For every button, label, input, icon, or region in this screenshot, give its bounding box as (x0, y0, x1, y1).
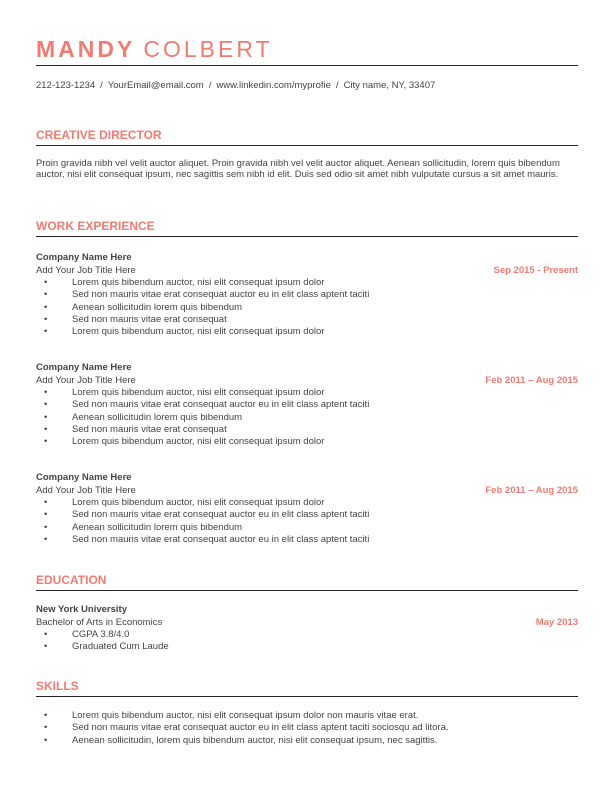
bullet-icon: • (44, 423, 48, 435)
first-name: MANDY (36, 36, 136, 62)
bullet-icon: • (44, 629, 48, 640)
job-title: Add Your Job Title Here (36, 265, 136, 276)
bullet-icon: • (44, 411, 48, 423)
bullet-icon: • (44, 509, 48, 521)
contact-separator: / (100, 80, 103, 91)
bullet-item: • Sed non mauris vitae erat consequat auctor eu in elit class aptent taciti (44, 289, 370, 301)
bullet-item: • Sed non mauris vitae erat consequat (44, 313, 227, 325)
bullet-item: • Sed non mauris vitae erat consequat auctor eu in elit class aptent taciti (44, 533, 370, 545)
company-name: Company Name Here (36, 252, 132, 263)
bullet-item: • Lorem quis bibendum auctor, nisi elit consequat ipsum dolor (44, 326, 325, 338)
school-name: New York University (36, 604, 127, 615)
degree-row (36, 616, 578, 629)
job-entry (36, 361, 578, 448)
skills-divider (36, 696, 578, 697)
candidate-name (36, 36, 273, 63)
job-date: Sep 2015 - Present (493, 265, 578, 276)
education-heading: EDUCATION (36, 573, 107, 587)
bullet-icon: • (44, 313, 48, 325)
bullet-icon: • (44, 734, 48, 746)
bullet-item: • Sed non mauris vitae erat consequat auctor eu in elit class aptent taciti (44, 399, 370, 411)
bullet-item: • Lorem quis bibendum auctor, nisi elit consequat ipsum dolor non mauris vitae erat. (44, 710, 419, 721)
education-divider (36, 590, 578, 591)
bullet-item: • Lorem quis bibendum auctor, nisi elit consequat ipsum dolor (44, 387, 325, 398)
job-entry (36, 251, 578, 338)
experience-divider (36, 236, 578, 237)
bullet-icon: • (44, 301, 48, 313)
phone-number: 212-123-1234 (36, 80, 96, 91)
job-bullets (36, 387, 578, 448)
location: City name, NY, 33407 (343, 80, 436, 91)
company-name: Company Name Here (36, 362, 132, 373)
education-entry (36, 603, 578, 654)
job-title: Add Your Job Title Here (36, 375, 136, 386)
job-date: Feb 2011 – Aug 2015 (485, 485, 578, 496)
company-name: Company Name Here (36, 472, 132, 483)
bullet-item: • Sed non mauris vitae erat consequat auctor eu in elit class aptent taciti (44, 509, 370, 521)
bullet-icon: • (44, 399, 48, 411)
bullet-icon: • (44, 722, 48, 734)
summary-text: Proin gravida nibh vel velit auctor aliquet. Proin gravida nibh vel velit auctor aliquet. Aenean sollicitudin, lorem quis bibendum auctor, nisi elit consequat ipsum, nec sagittis sem nibh id elit. Duis sed odio sit amet nibh vulputate cursus a sit amet mauris. (36, 158, 560, 181)
job-title: Add Your Job Title Here (36, 485, 136, 496)
bullet-icon: • (44, 326, 48, 338)
bullet-icon: • (44, 533, 48, 545)
linkedin-url: www.linkedin.com/myprofie (216, 80, 331, 91)
skills-list (36, 710, 578, 747)
bullet-item: • Graduated Cum Laude (44, 641, 169, 653)
bullet-icon: • (44, 710, 48, 721)
last-name: COLBERT (143, 36, 273, 62)
bullet-icon: • (44, 277, 48, 288)
job-title-row (36, 374, 578, 387)
email-address: YourEmail@email.com (107, 80, 204, 91)
bullet-item: • Lorem quis bibendum auctor, nisi elit consequat ipsum dolor (44, 436, 325, 448)
bullet-item: • Aenean sollicitudin lorem quis bibendum (44, 301, 243, 313)
bullet-icon: • (44, 641, 48, 653)
degree: Bachelor of Arts in Economics (36, 617, 163, 628)
bullet-item: • Sed non mauris vitae erat consequat (44, 423, 227, 435)
contact-line (36, 80, 435, 91)
education-bullets (36, 629, 578, 654)
contact-separator: / (208, 80, 212, 91)
bullet-item: • Aenean sollicitudin lorem quis bibendum (44, 411, 243, 423)
bullet-item: • Lorem quis bibendum auctor, nisi elit consequat ipsum dolor (44, 277, 325, 288)
bullet-item: • Sed non mauris vitae erat consequat auctor eu in elit class aptent taciti sociosqu ad litora. (44, 722, 449, 734)
job-title-row (36, 484, 578, 497)
bullet-item: • Aenean sollicitudin lorem quis bibendum (44, 521, 243, 533)
header-divider (36, 65, 578, 66)
summary-heading: CREATIVE DIRECTOR (36, 128, 162, 142)
bullet-icon: • (44, 521, 48, 533)
job-bullets (36, 497, 578, 546)
skills-heading: SKILLS (36, 679, 79, 693)
summary-divider (36, 145, 578, 146)
bullet-item: • Aenean sollicitudin, lorem quis bibendum auctor, nisi elit consequat ipsum, nec sagittis. (44, 734, 438, 746)
contact-separator: / (335, 80, 339, 91)
job-title-row (36, 264, 578, 277)
bullet-item: • CGPA 3.8/4.0 (44, 629, 130, 640)
job-entry (36, 471, 578, 546)
bullet-icon: • (44, 436, 48, 448)
graduation-date: May 2013 (535, 617, 578, 628)
job-bullets (36, 277, 578, 338)
bullet-icon: • (44, 497, 48, 508)
bullet-item: • Lorem quis bibendum auctor, nisi elit consequat ipsum dolor (44, 497, 325, 508)
experience-heading: WORK EXPERIENCE (36, 219, 155, 233)
bullet-icon: • (44, 289, 48, 301)
bullet-icon: • (44, 387, 48, 398)
job-date: Feb 2011 – Aug 2015 (485, 375, 578, 386)
